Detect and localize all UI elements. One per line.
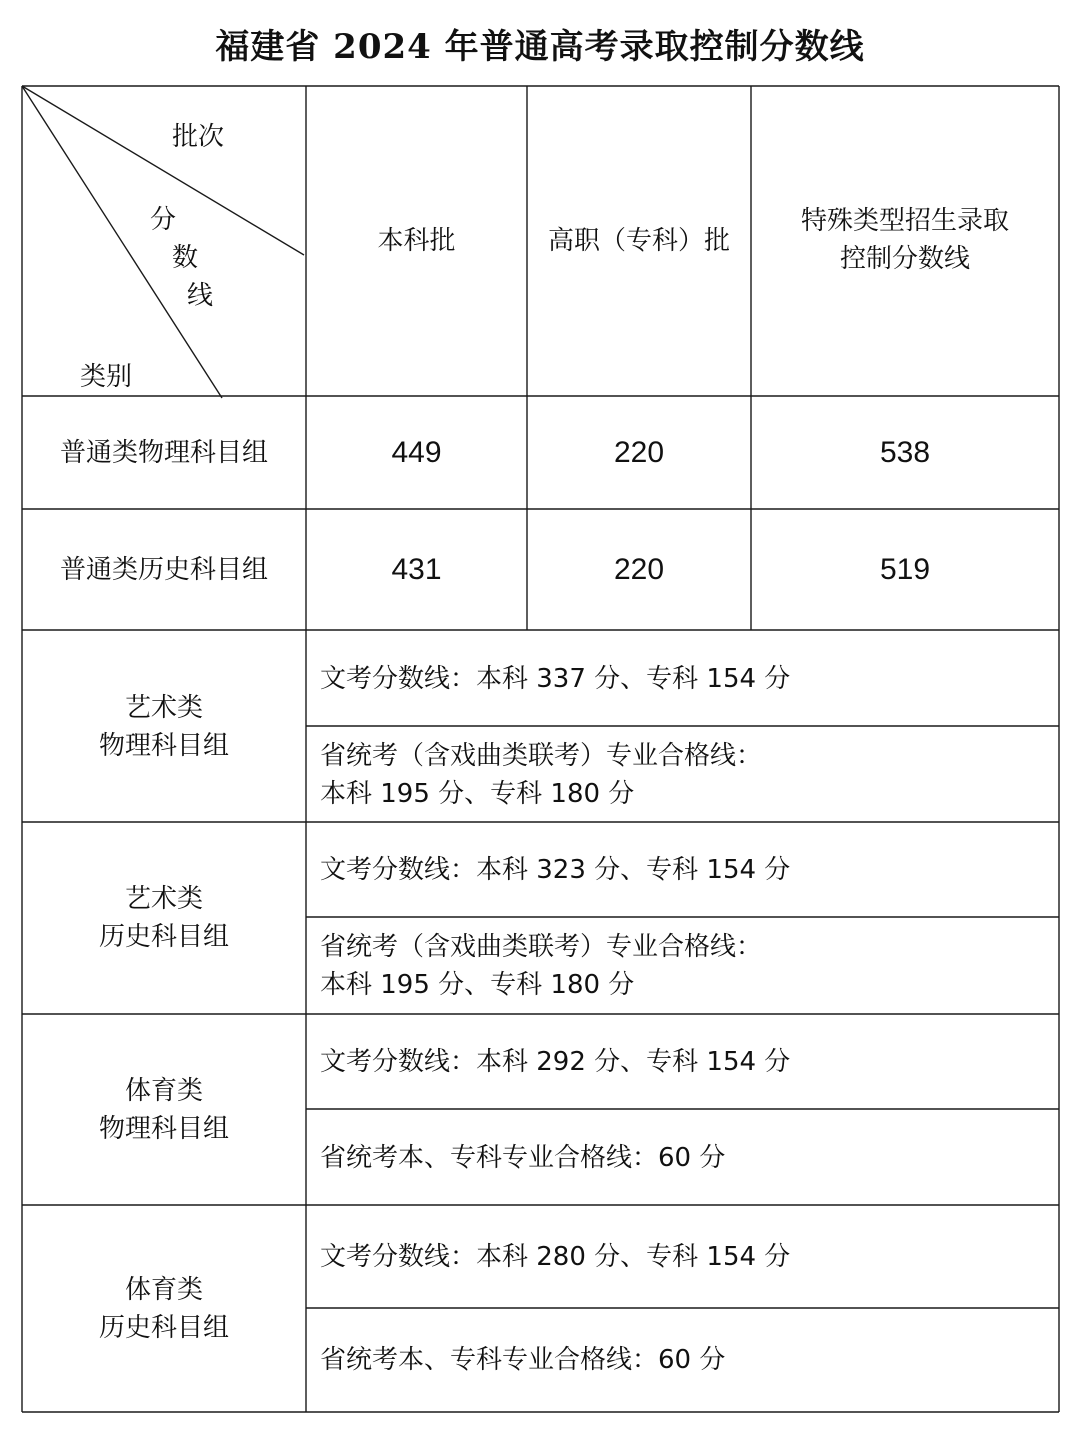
corner-score-char-3: 线 xyxy=(187,281,214,311)
group-sports-history-label-line1: 体育类 xyxy=(124,1275,203,1305)
column-header-special-line2: 控制分数线 xyxy=(839,244,970,274)
cell-history-undergraduate: 431 xyxy=(391,553,442,586)
group-art-physics-note-pro-line2: 本科 195 分、专科 180 分 xyxy=(320,779,635,809)
corner-batch-label: 批次 xyxy=(172,122,225,152)
group-art-physics-label-line2: 物理科目组 xyxy=(98,731,229,761)
cell-physics-vocational: 220 xyxy=(613,436,665,469)
group-art-physics-note-pro-line1: 省统考（含戏曲类联考）专业合格线： xyxy=(320,741,763,771)
cell-physics-special: 538 xyxy=(879,436,931,469)
group-art-history-note-exam: 文考分数线：本科 323 分、专科 154 分 xyxy=(320,855,791,885)
corner-score-char-2: 数 xyxy=(172,243,199,273)
group-sports-physics-note-exam: 文考分数线：本科 292 分、专科 154 分 xyxy=(320,1047,791,1077)
group-sports-physics-note-pro: 省统考本、专科专业合格线：60 分 xyxy=(320,1143,726,1173)
cell-history-special: 519 xyxy=(879,553,931,586)
group-art-history-note-pro-line2: 本科 195 分、专科 180 分 xyxy=(320,970,635,1000)
group-sports-history-note-exam: 文考分数线：本科 280 分、专科 154 分 xyxy=(320,1242,791,1272)
corner-score-char-1: 分 xyxy=(150,205,177,235)
group-art-history-label-line1: 艺术类 xyxy=(124,884,203,914)
group-art-history-label-line2: 历史科目组 xyxy=(98,922,229,952)
corner-category-label: 类别 xyxy=(80,362,133,392)
group-art-history-note-pro-line1: 省统考（含戏曲类联考）专业合格线： xyxy=(320,932,763,962)
group-sports-physics-label-line1: 体育类 xyxy=(124,1076,203,1106)
column-header-special-line1: 特殊类型招生录取 xyxy=(800,206,1009,236)
group-sports-history-note-pro: 省统考本、专科专业合格线：60 分 xyxy=(320,1345,726,1375)
group-sports-history-label-line2: 历史科目组 xyxy=(98,1313,229,1343)
group-art-physics-note-exam: 文考分数线：本科 337 分、专科 154 分 xyxy=(320,664,791,694)
column-header-vocational: 高职（专科）批 xyxy=(547,226,730,256)
column-header-undergraduate: 本科批 xyxy=(377,226,456,256)
row-category-physics: 普通类物理科目组 xyxy=(59,438,268,468)
group-art-physics-label-line1: 艺术类 xyxy=(124,693,203,723)
cell-history-vocational: 220 xyxy=(613,553,665,586)
group-sports-physics-label-line2: 物理科目组 xyxy=(98,1114,229,1144)
page-title: 福建省 2024 年普通高考录取控制分数线 xyxy=(215,27,865,67)
cell-physics-undergraduate: 449 xyxy=(391,436,442,469)
row-category-history: 普通类历史科目组 xyxy=(59,555,268,585)
